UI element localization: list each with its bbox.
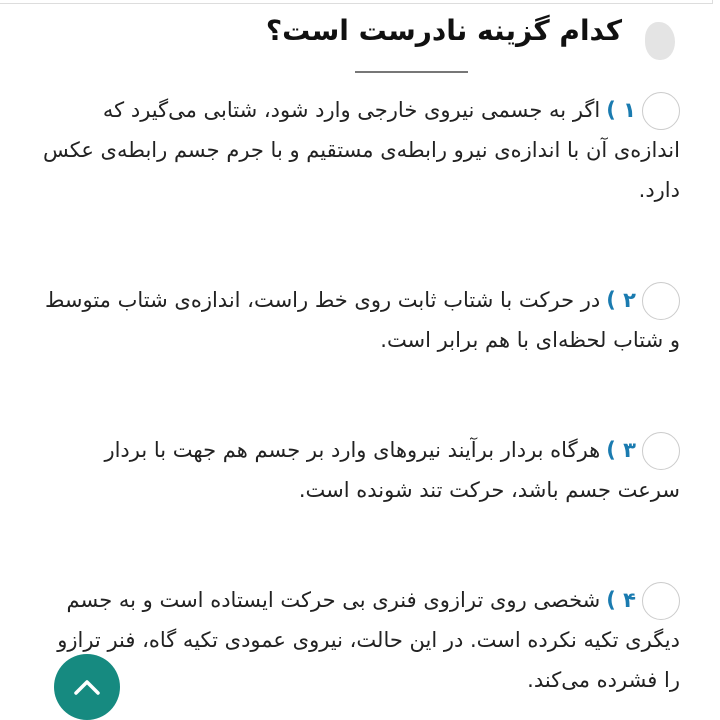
question-marker-icon (645, 22, 675, 60)
top-border (0, 0, 713, 4)
option-number: ۲ ) (606, 288, 636, 312)
option-2[interactable] (40, 280, 680, 360)
option-number: ۴ ) (606, 588, 636, 612)
option-number: ۱ ) (606, 98, 636, 122)
option-1[interactable] (40, 90, 680, 210)
option-3-radio[interactable] (642, 432, 680, 470)
scroll-to-top-button[interactable] (54, 654, 120, 720)
chevron-up-icon (72, 677, 102, 697)
option-text: هرگاه بردار برآیند نیروهای وارد بر جسم هم جهت با بردار سرعت جسم باشد، حرکت تند شونده است. (104, 438, 680, 502)
option-number: ۳ ) (606, 438, 636, 462)
option-text: شخصی روی ترازوی فنری بی حرکت ایستاده است و به جسم دیگری تکیه نکرده است. در این حالت، نیروی عمودی تکیه گاه، فنر ترازو را فشرده می‌کند. (57, 588, 680, 692)
option-4[interactable] (40, 580, 680, 700)
question-title: کدام گزینه نادرست است؟ (265, 14, 622, 47)
option-text: اگر به جسمی نیروی خارجی وارد شود، شتابی می‌گیرد که اندازه‌ی آن با اندازه‌ی نیرو رابطه‌ی مستقیم و با جرم جسم رابطه‌ی عکس دارد. (42, 98, 680, 202)
option-2-radio[interactable] (642, 282, 680, 320)
option-3[interactable] (40, 430, 680, 510)
option-text: در حرکت با شتاب ثابت روی خط راست، اندازه‌ی شتاب متوسط و شتاب لحظه‌ای با هم برابر است. (44, 288, 680, 352)
title-underline (355, 71, 468, 73)
option-1-radio[interactable] (642, 92, 680, 130)
option-4-radio[interactable] (642, 582, 680, 620)
